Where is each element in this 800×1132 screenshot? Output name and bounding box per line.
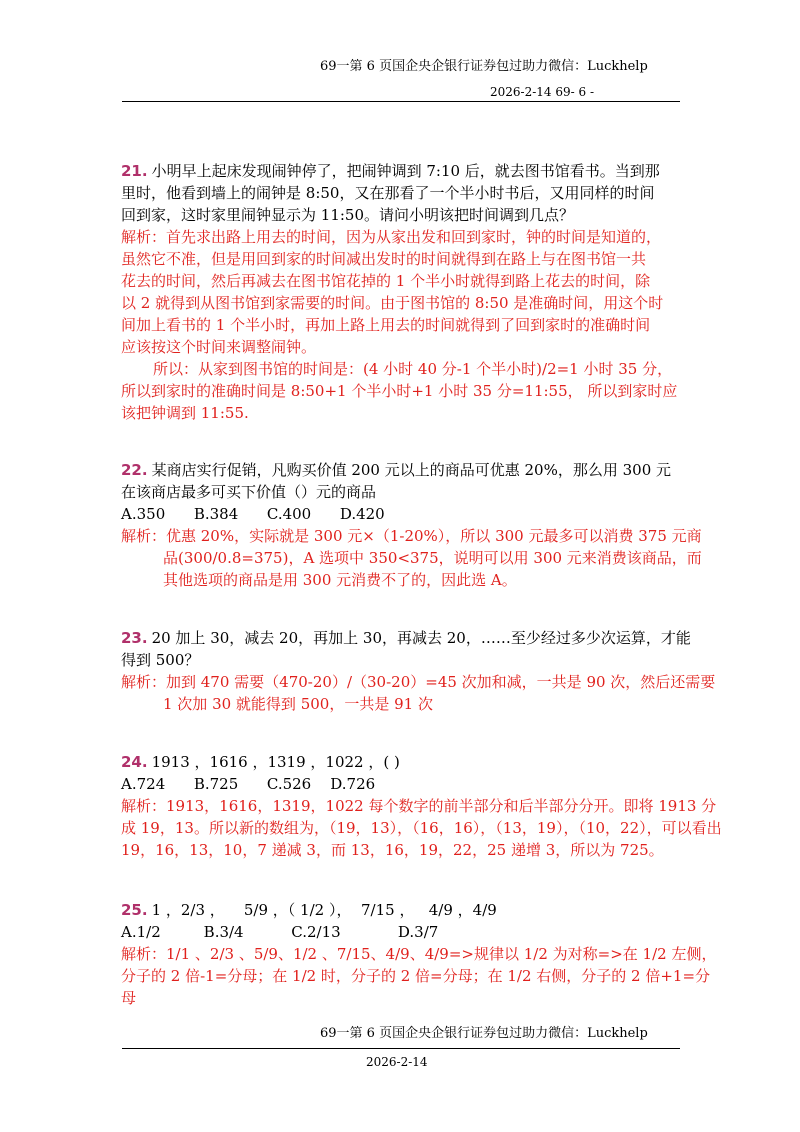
option-a: A.724 <box>121 775 166 793</box>
option-d: D.726 <box>330 775 376 793</box>
analysis-line: 成 19，13。所以新的数组为，（19，13），（16，16），（13，19），（10，22），可以看出 <box>121 819 722 837</box>
question-number: 21. <box>121 162 148 180</box>
header-title: 69一第 6 页国企央企银行证券包过助力微信：Luckhelp <box>320 59 648 74</box>
option-b: B.725 <box>193 775 239 793</box>
footer-rule <box>122 1048 680 1049</box>
analysis-line: 品(300/0.8=375)，A 选项中 350<375，说明可以用 300 元来消费该商品，而 <box>163 549 702 567</box>
analysis-line: 19，16，13，10，7 递减 3，而 13，16，19，22，25 递增 3，所以为 725。 <box>121 841 664 859</box>
option-a: A.1/2 <box>121 923 161 941</box>
option-b: B.3/4 <box>203 923 244 941</box>
question-25 <box>121 899 717 1009</box>
footer-title: 69一第 6 页国企央企银行证券包过助力微信：Luckhelp <box>320 1026 648 1041</box>
question-text-line: 1913 ，1616 ，1319 ，1022 ，( ) <box>151 753 400 771</box>
analysis-line: 所以到家时的准确时间是 8:50+1 个半小时+1 小时 35 分=11:55， 所以到家时应 <box>121 382 678 400</box>
header-date: 2026-2-14 69- 6 - <box>490 85 595 99</box>
options-row <box>121 773 686 795</box>
analysis-line: 解析：1913，1616，1319，1022 每个数字的前半部分和后半部分分开。即将 1913 分 <box>121 797 717 815</box>
analysis-line: 分子的 2 倍-1=分母；在 1/2 时，分子的 2 倍=分母；在 1/2 右侧，分子的 2 倍+1=分 <box>121 967 711 985</box>
analysis-line: 解析：1/1 、2/3 、5/9、1/2 、7/15、4/9、4/9=>规律以 1/2 为对称=>在 1/2 左侧， <box>121 945 717 963</box>
question-text-line: 1 ，2/3 ， 5/9 ，（ 1/2 ）， 7/15 ， 4/9 ，4/9 <box>151 901 497 919</box>
question-text-line: 20 加上 30，减去 20，再加上 30，再减去 20，……至少经过多少次运算，才能 <box>151 629 691 647</box>
question-number: 25. <box>121 901 148 919</box>
question-number: 23. <box>121 629 148 647</box>
question-text-line: 里时，他看到墙上的闹钟是 8:50，又在那看了一个半小时书后，又用同样的时间 <box>121 184 655 202</box>
analysis-line: 解析：加到 470 需要（470-20）/（30-20）=45 次加和减，一共是 90 次，然后还需要 <box>121 673 716 691</box>
analysis-line: 虽然它不准，但是用回到家的时间减出发时的时间就得到在路上与在图书馆一共 <box>121 250 647 268</box>
question-21 <box>121 160 686 424</box>
question-text-line: 某商店实行促销，凡购买价值 200 元以上的商品可优惠 20%，那么用 300 元 <box>151 461 672 479</box>
question-text-line: 在该商店最多可买下价值（）元的商品 <box>121 483 377 501</box>
analysis-line: 应该按这个时间来调整闹钟。 <box>121 338 317 356</box>
option-c: C.526 <box>266 775 312 793</box>
question-23 <box>121 627 716 715</box>
question-text-line: 得到 500？ <box>121 651 200 669</box>
question-22 <box>121 459 702 591</box>
analysis-line: 1 次加 30 就能得到 500，一共是 91 次 <box>163 695 433 713</box>
option-b: B.384 <box>193 505 239 523</box>
question-number: 24. <box>121 753 148 771</box>
analysis-line: 母 <box>121 989 137 1007</box>
option-c: C.400 <box>266 505 312 523</box>
analysis-line: 花去的时间，然后再减去在图书馆花掉的 1 个半小时就得到路上花去的时间，除 <box>121 272 651 290</box>
header-rule <box>122 101 680 102</box>
question-number: 22. <box>121 461 148 479</box>
analysis-line: 所以：从家到图书馆的时间是：(4 小时 40 分-1 个半小时)/2=1 小时 35 分， <box>153 360 673 378</box>
footer-date: 2026-2-14 <box>366 1055 428 1069</box>
analysis-line: 间加上看书的 1 个半小时，再加上路上用去的时间就得到了回到家时的准确时间 <box>121 316 651 334</box>
question-text-line: 回到家，这时家里闹钟显示为 11:50。请问小明该把时间调到几点？ <box>121 206 574 224</box>
option-a: A.350 <box>121 505 166 523</box>
analysis-line: 解析：优惠 20%，实际就是 300 元×（1-20%），所以 300 元最多可以消费 375 元商 <box>121 527 702 545</box>
analysis-line: 以 2 就得到从图书馆到家需要的时间。由于图书馆的 8:50 是准确时间，用这个时 <box>121 294 664 312</box>
option-c: C.2/13 <box>291 923 341 941</box>
analysis-line: 其他选项的商品是用 300 元消费不了的，因此选 A。 <box>163 571 517 589</box>
option-d: D.3/7 <box>397 923 439 941</box>
analysis-line: 该把钟调到 11:55. <box>121 404 249 422</box>
analysis-line: 解析：首先求出路上用去的时间，因为从家出发和回到家时，钟的时间是知道的， <box>121 228 662 246</box>
question-24 <box>121 751 722 861</box>
options-row <box>121 503 686 525</box>
options-row <box>121 921 686 943</box>
question-text-line: 小明早上起床发现闹钟停了，把闹钟调到 7:10 后，就去图书馆看书。当到那 <box>151 162 660 180</box>
option-d: D.420 <box>339 505 385 523</box>
